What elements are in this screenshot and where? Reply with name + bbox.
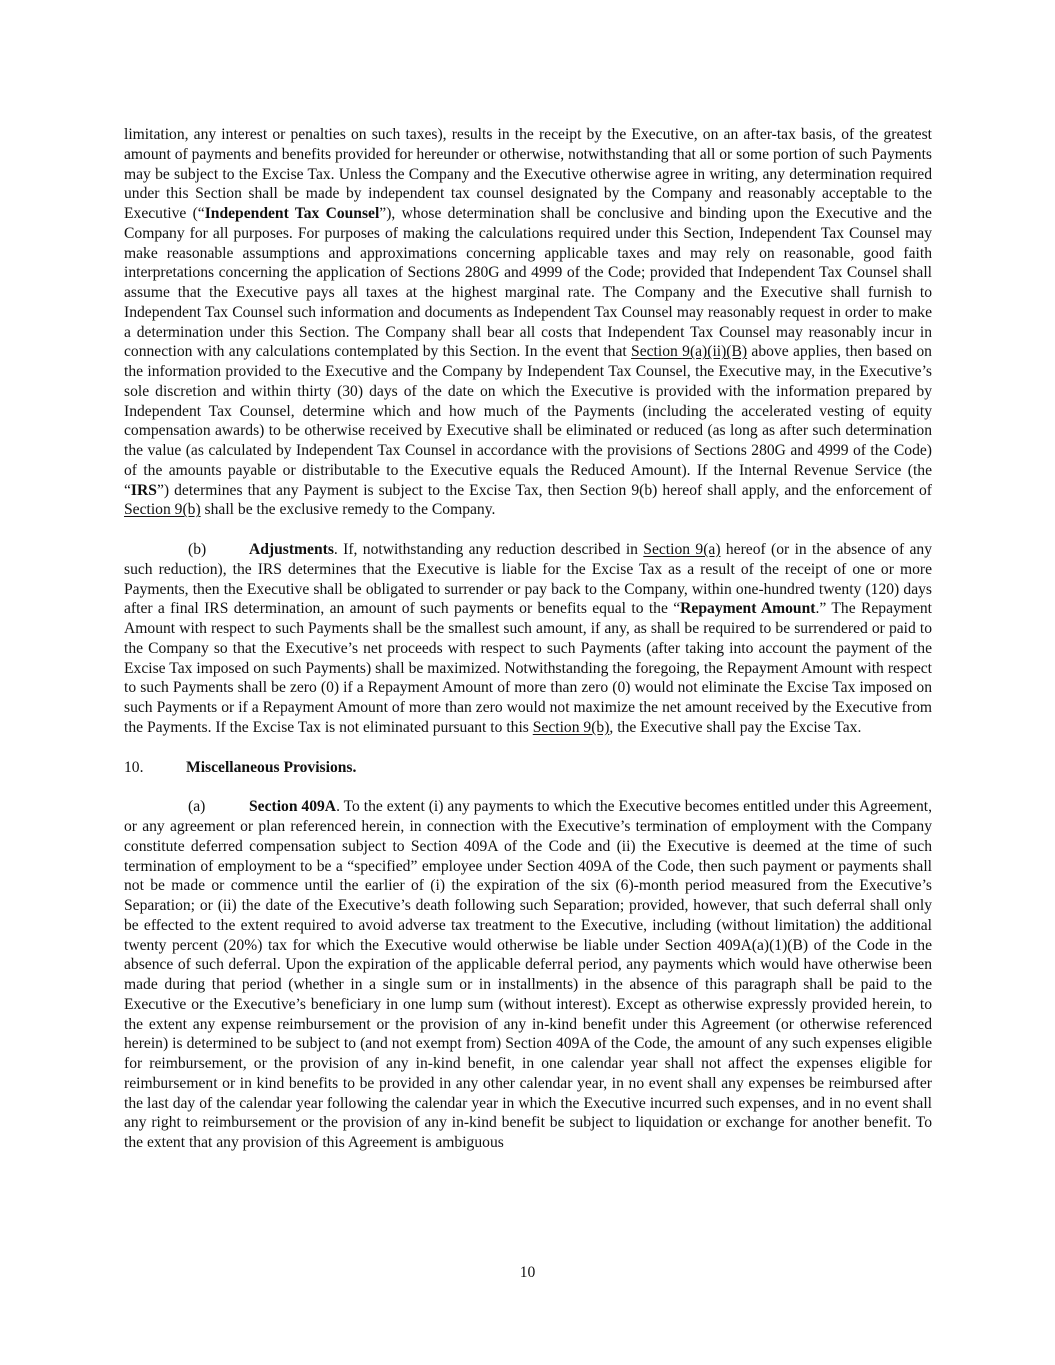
paragraph-section-409a [124, 797, 932, 1153]
cross-reference-section-9a-ii-b: Section 9(a)(ii)(B) [631, 343, 748, 361]
subsection-label: (a) [188, 798, 206, 816]
cross-reference-section-9a: Section 9(a) [643, 541, 721, 558]
defined-term-irs: IRS [130, 481, 157, 499]
section-title: Miscellaneous Provisions. [186, 758, 357, 776]
text-run: hereof (or in the absence of any such reduction), the IRS determines that the Executive is liable for the Excise Tax as a result of the receipt of one or more Payments, then the Executive shall be obligated to surrender or pay back to the Company, within one-hundred twenty (120) days after a final IRS determination, an amount of such payments or benefits equal to the “ [124, 541, 932, 618]
text-run: ”) determines that any Payment is subject to the Excise Tax, then Section 9(b) hereof shall apply, and the enforcement of [156, 481, 932, 499]
subsection-title-adjustments: Adjustments [249, 541, 334, 558]
paragraph-tax-counsel [124, 125, 932, 520]
section-number: 10. [124, 758, 144, 776]
cross-reference-section-9b: Section 9(b) [124, 501, 201, 519]
subsection-label: (b) [188, 541, 207, 558]
defined-term-repayment-amount: Repayment Amount [680, 600, 816, 618]
text-run: above applies, then based on the information provided to the Executive and the Company by Independent Tax Counsel, the Executive may, in the Executive’s sole discretion and within thirty (30) days of the date on which the Executive is provided with the information prepared by Independent Tax Counsel, determine which and how much of the Payments (including the accelerated vesting of equity compensation awards) to be otherwise received by Executive shall be eliminated or reduced (as long as after such determination the value (as calculated by Independent Tax Counsel in accordance with the provisions of Sections 280G and 4999 of the Code) of the amounts payable or distributable to the Executive equals the Reduced Amount). If the Internal Revenue Service (the “ [124, 343, 932, 499]
section-heading-10 [124, 758, 932, 778]
text-run: , the Executive shall pay the Excise Tax. [609, 718, 862, 736]
subsection-title-section-409a: Section 409A [249, 798, 337, 816]
text-run: . If, notwithstanding any reduction described in [333, 541, 644, 558]
text-run: . To the extent (i) any payments to which the Executive becomes entitled under this Agreement, or any agreement or plan referenced herein, in connection with the Executive’s termination of employment with the Company constitute deferred compensation subject to Section 409A of the Code and (ii) the Executive is deemed at the time of such termination of employment to be a “specified” employee under Section 409A of the Code, then such payment or payments shall not be made or commence until the earlier of (i) the expiration of the six (6)-month period measured from the Executive’s Separation; or (ii) the date of the Executive’s death following such Separation; provided, however, that such deferral shall only be effected to the extent required to avoid adverse tax treatment to the Executive, including (without limitation) the additional twenty percent (20%) tax for which the Executive would otherwise be liable under Section 409A(a)(1)(B) of the Code in the absence of such deferral. Upon the expiration of the applicable deferral period, any payments which would have otherwise been made during that period (whether in a single sum or in installments) in the absence of this paragraph shall be paid to the Executive or the Executive’s beneficiary in one lump sum (without interest). Except as otherwise expressly provided herein, to the extent any expense reimbursement or the provision of any in-kind benefit under this Agreement (or otherwise referenced herein) is determined to be subject to (and not exempt from) Section 409A of the Code, the amount of any such expenses eligible for reimbursement, or the provision of any in-kind benefit, in one calendar year shall not affect the expenses eligible for reimbursement or in kind benefits to be provided in any other calendar year, in no event shall any expenses be reimbursed after the last day of the calendar year following the calendar year in which the Executive incurred such expenses, and in no event shall any right to reimbursement or the provision of any in-kind benefit be subject to liquidation or exchange for another benefit. To the extent that any provision of this Agreement is ambiguous [124, 798, 932, 1151]
defined-term-independent-tax-counsel: Independent Tax Counsel [204, 205, 380, 222]
page-number: 10 [519, 1264, 536, 1281]
text-run: ”), whose determination shall be conclusive and binding upon the Executive and the Company for all purposes. For purposes of making the calculations required under this Section, Independent Tax Counsel may make reasonable assumptions and approximations concerning applicable taxes and may rely on reasonable, good faith interpretations concerning the application of Sections 280G and 4999 of the Code; provided that Independent Tax Counsel shall assume that the Executive pays all taxes at the highest marginal rate. The Company and the Executive shall furnish to Independent Tax Counsel such information and documents as Independent Tax Counsel may reasonably request in order to make a determination under this Section. The Company shall bear all costs that Independent Tax Counsel may reasonably incur in connection with any calculations contemplated by this Section. In the event that [124, 205, 932, 361]
text-run: .” The Repayment Amount with respect to such Payments shall be the smallest such amount, if any, as shall be required to be surrendered or paid to the Company so that the Executive’s net proceeds with respect to such Payments (after taking into account the payment of the Excise Tax imposed on such Payments) shall be maximized. Notwithstanding the foregoing, the Repayment Amount with respect to such Payments shall be zero (0) if a Repayment Amount of more than zero (0) would not eliminate the Excise Tax imposed on such Payments or if a Repayment Amount of more than zero would not maximize the net amount received by the Executive from the Payments. If the Excise Tax is not eliminated pursuant to this [124, 600, 932, 736]
text-run: shall be the exclusive remedy to the Company. [200, 501, 496, 519]
cross-reference-section-9b: Section 9(b) [532, 718, 610, 736]
text-run: limitation, any interest or penalties on such taxes), results in the receipt by the Executive, on an after-tax basis, of the greatest amount of payments and benefits provided for hereunder or otherwise, notwithstanding that all or some portion of such Payments may be subject to the Excise Tax. Unless the Company and the Executive otherwise agree in writing, any determination required under this Section shall be made by independent tax counsel designated by the Company and reasonably acceptable to the Executive (“ [124, 126, 932, 222]
document-page [124, 125, 932, 1153]
paragraph-adjustments [124, 540, 932, 738]
